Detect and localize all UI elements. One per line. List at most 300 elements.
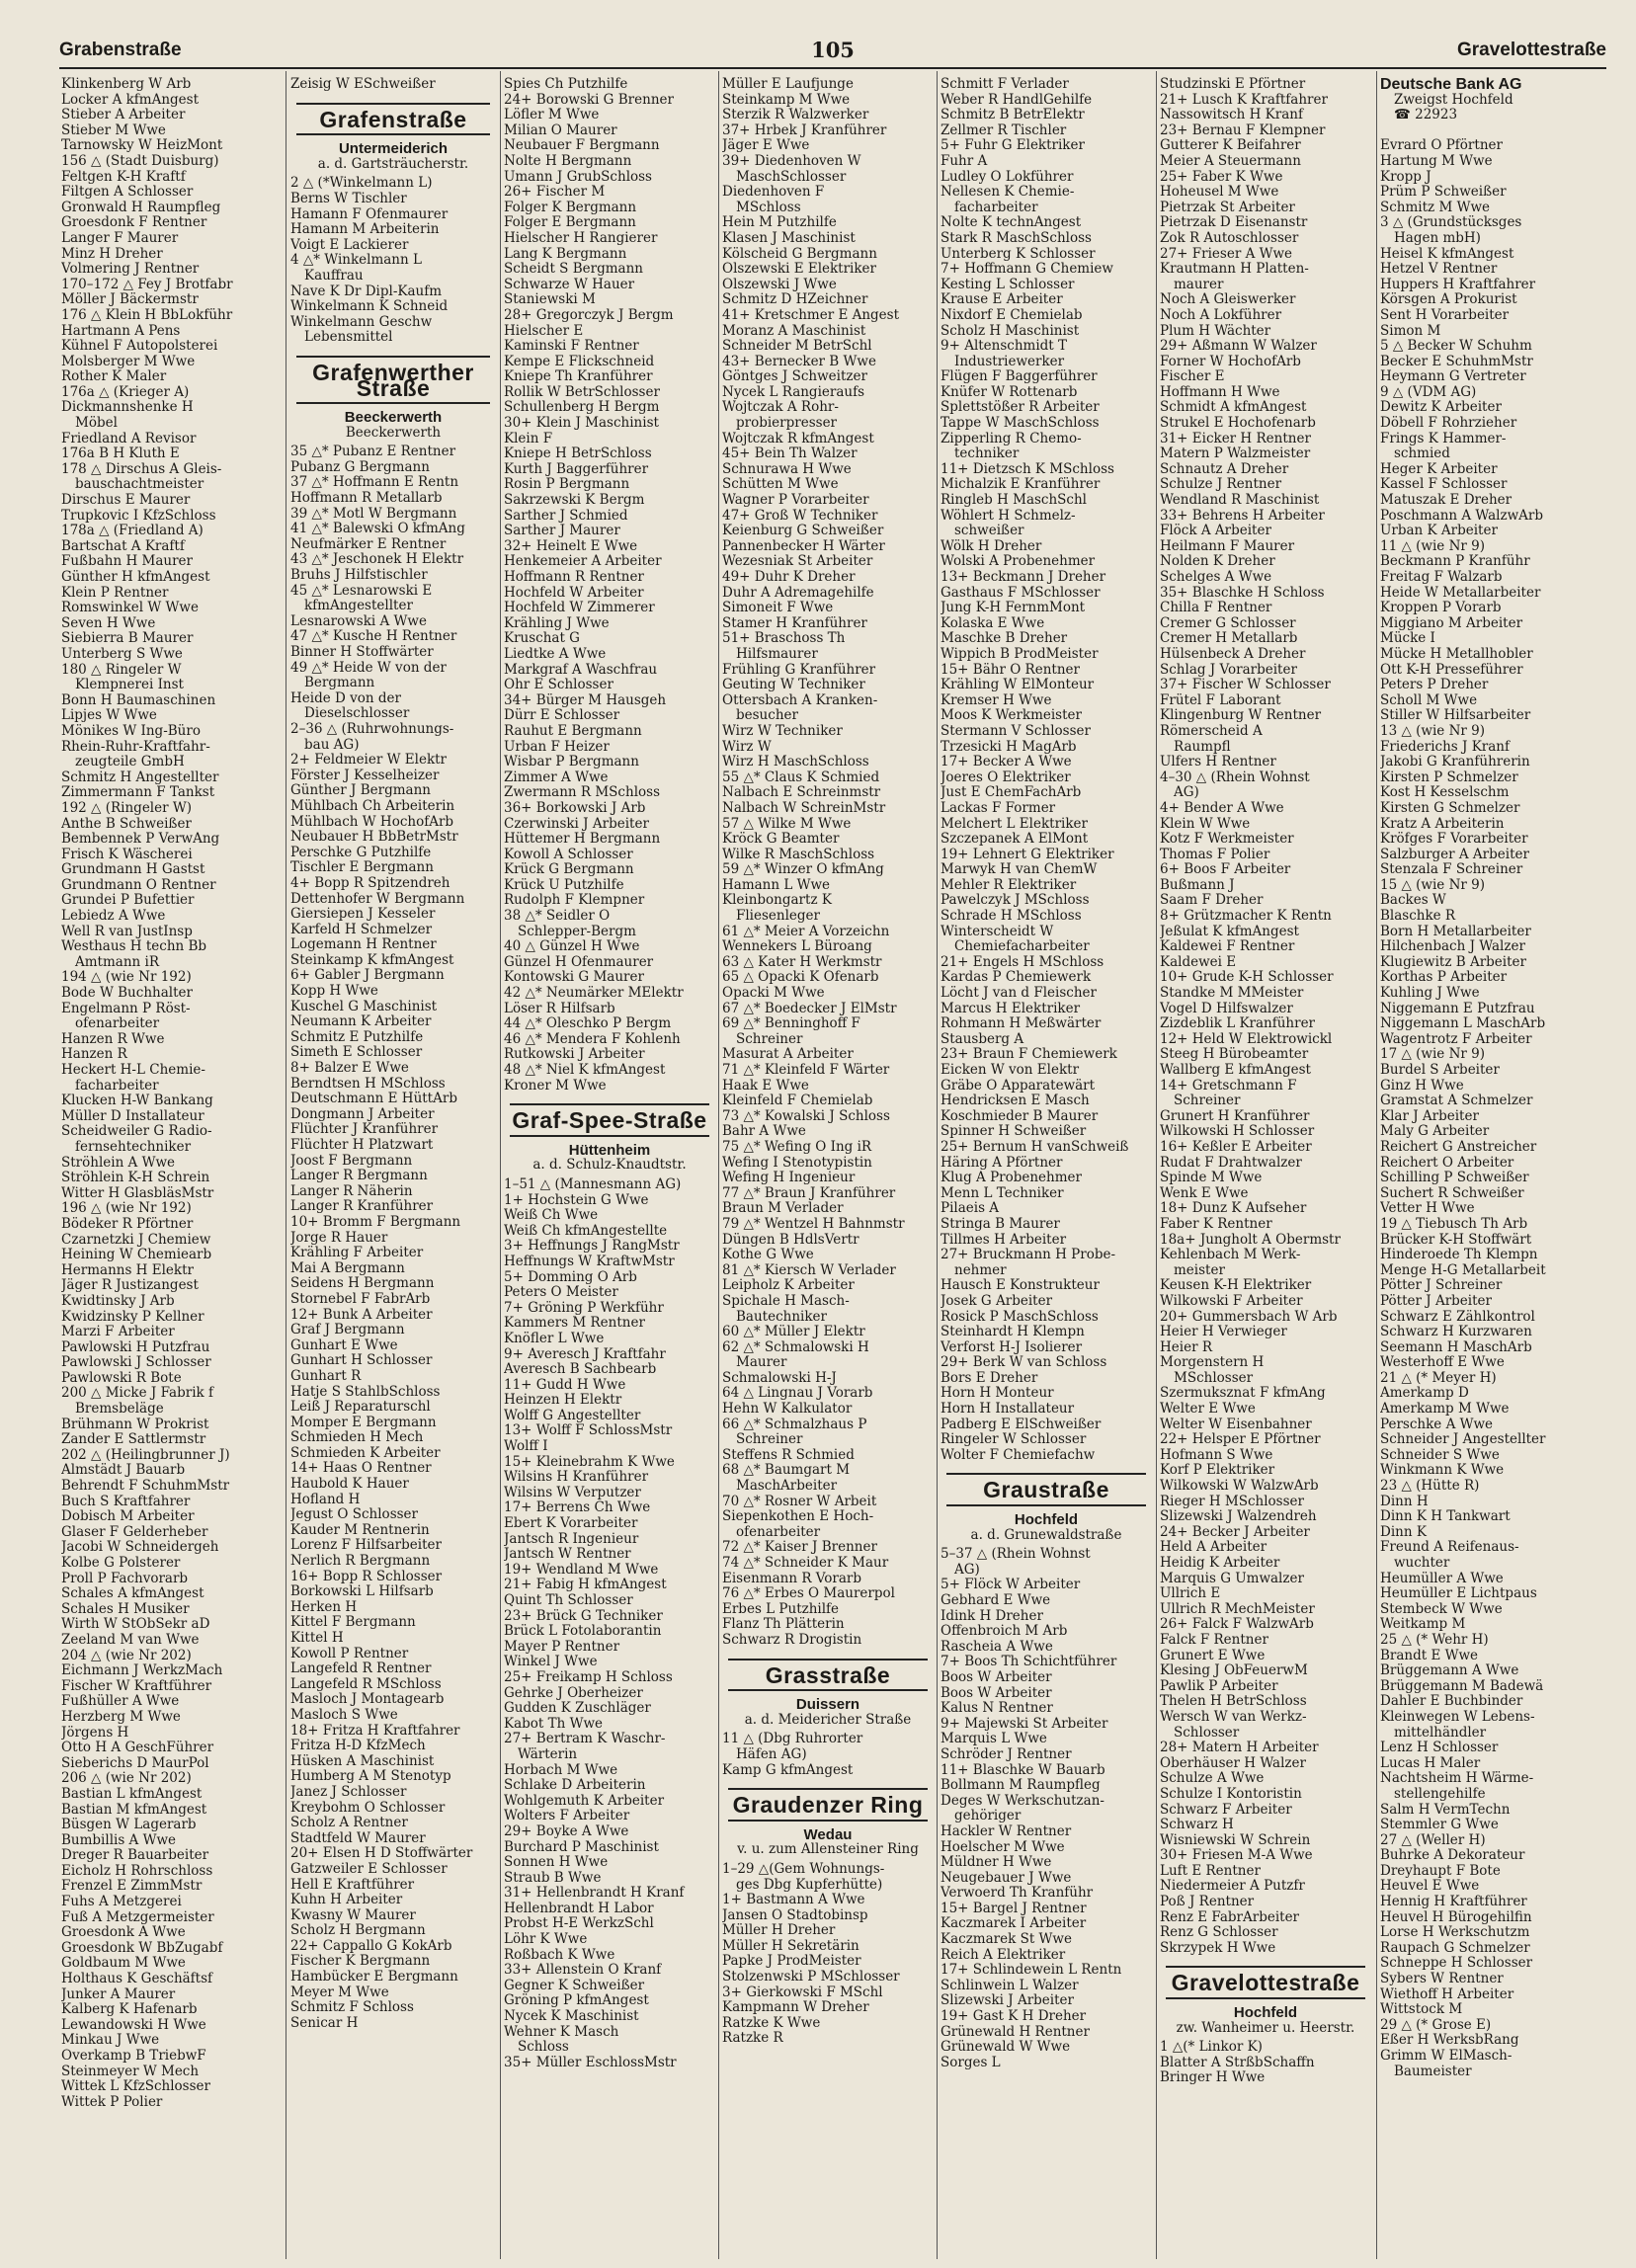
entry-line: Sarther J Schmied bbox=[504, 508, 628, 524]
entry-line: 18+ Fritza H Kraftfahrer bbox=[290, 1723, 460, 1739]
entry-line: 6+ Gabler J Bergmann bbox=[290, 968, 445, 984]
entry-line: 57 △ Wilke M Wwe bbox=[722, 816, 852, 832]
entry-line: 176 △ Klein H BbLokführ bbox=[61, 307, 233, 323]
entry-line: Knöfler L Wwe bbox=[504, 1331, 605, 1346]
entry-line: 15 △ (wie Nr 9) bbox=[1380, 877, 1485, 893]
entry-continuation: MSchlosser bbox=[1174, 1370, 1254, 1386]
district-name: Hochfeld bbox=[1233, 2004, 1298, 2022]
entry-line: Düngen B HdlsVertr bbox=[722, 1232, 859, 1248]
entry-line: Hackler W Rentner bbox=[941, 1823, 1072, 1839]
entry-line: Stembeck W Wwe bbox=[1380, 1601, 1503, 1617]
entry-line: Hehn W Kalkulator bbox=[722, 1402, 853, 1418]
entry-line: Ströhlein K-H Schrein bbox=[61, 1171, 210, 1186]
entry-continuation: Bautechniker bbox=[736, 1309, 827, 1325]
entry-line: Gramstat A Schmelzer bbox=[1380, 1094, 1533, 1109]
entry-line: Wolff G Angestellter bbox=[504, 1408, 641, 1423]
street-heading: Gravelottestraße bbox=[1166, 1966, 1365, 1999]
entry-continuation: meister bbox=[1174, 1262, 1225, 1278]
entry-line: Herken H bbox=[290, 1599, 358, 1615]
entry-line: 2–36 △ (Ruhrwohnungs- bbox=[290, 721, 454, 737]
entry-line: 11 △ (Dbg Ruhrorter bbox=[722, 1732, 863, 1747]
entry-line: 45 △* Lesnarowski E bbox=[290, 583, 433, 599]
entry-line: 23 △ (Hütte R) bbox=[1380, 1479, 1480, 1495]
entry-line: Schnautz A Dreher bbox=[1160, 461, 1289, 477]
entry-line: 21+ Fabig H kfmAngest bbox=[504, 1578, 667, 1593]
entry-line: Klugiewitz B Arbeiter bbox=[1380, 954, 1526, 970]
entry-line: 196 △ (wie Nr 192) bbox=[61, 1201, 192, 1217]
entry-line: Herzberg M Wwe bbox=[61, 1709, 181, 1725]
entry-line: Maly G Arbeiter bbox=[1380, 1124, 1490, 1140]
entry-line: Ratzke R bbox=[722, 2031, 783, 2047]
entry-line: Minz H Dreher bbox=[61, 246, 163, 262]
entry-line: Ott K-H Presseführer bbox=[1380, 662, 1523, 678]
entry-line: Frings K Hammer- bbox=[1380, 431, 1507, 446]
page-number: 105 bbox=[811, 38, 855, 62]
entry-line: Deutschmann E HüttArb bbox=[290, 1092, 457, 1107]
district-name: Hüttenheim bbox=[568, 1141, 651, 1159]
entry-line: Schmitz H Angestellter bbox=[61, 770, 219, 785]
entry-line: Reichert G Anstreicher bbox=[1380, 1139, 1537, 1155]
entry-line: Hanzen R Wwe bbox=[61, 1031, 165, 1047]
entry-line: Niggemann L MaschArb bbox=[1380, 1016, 1546, 1032]
entry-line: Wefing I Stenotypistin bbox=[722, 1155, 872, 1171]
entry-continuation: Baumeister bbox=[1394, 2064, 1472, 2079]
entry-line: 19+ Lehnert G Elektriker bbox=[941, 847, 1114, 862]
entry-line: Heide D von der bbox=[290, 690, 401, 706]
entry-line: Standke M MMeister bbox=[1160, 986, 1304, 1002]
entry-line: Stermann V Schlosser bbox=[941, 723, 1091, 739]
entry-continuation: Schlepper-Bergm bbox=[518, 924, 636, 939]
column-divider bbox=[1156, 71, 1157, 2259]
entry-line: Nolden K Dreher bbox=[1160, 554, 1275, 570]
entry-line: Mehler R Elektriker bbox=[941, 877, 1077, 893]
entry-line: Frenzel E ZimmMstr bbox=[61, 1879, 203, 1895]
entry-line: Folger E Bergmann bbox=[504, 215, 636, 231]
entry-line: Langer R Kranführer bbox=[290, 1199, 434, 1215]
entry-line: Masloch S Wwe bbox=[290, 1707, 398, 1723]
entry-line: Scheidweiler G Radio- bbox=[61, 1124, 212, 1140]
entry-line: Gutterer K Beifahrer bbox=[1160, 138, 1301, 154]
entry-line: Bonn H Baumaschinen bbox=[61, 692, 216, 708]
entry-line: Marcus H Elektriker bbox=[941, 1001, 1081, 1016]
entry-continuation: maurer bbox=[1174, 277, 1224, 292]
entry-line: Weber R HandlGehilfe bbox=[941, 92, 1093, 108]
entry-line: Kost H Kesselschm bbox=[1380, 785, 1510, 801]
entry-line: Verwoerd Th Kranführ bbox=[941, 1886, 1094, 1902]
entry-line: Hochfeld W Zimmerer bbox=[504, 601, 655, 616]
entry-continuation: Lebensmittel bbox=[304, 330, 393, 346]
entry-line: Senicar H bbox=[290, 2015, 359, 2031]
entry-line: Horn H Installateur bbox=[941, 1402, 1075, 1418]
entry-line: Plum H Wächter bbox=[1160, 323, 1271, 339]
entry-line: Kesting L Schlosser bbox=[941, 277, 1075, 292]
entry-line: Hüsken A Maschinist bbox=[290, 1753, 435, 1769]
district-name: Hochfeld bbox=[1014, 1511, 1079, 1529]
entry-line: Moos K Werkmeister bbox=[941, 708, 1082, 724]
entry-line: Ohr E Schlosser bbox=[504, 678, 614, 693]
entry-line: Moranz A Maschinist bbox=[722, 323, 866, 339]
entry-line: Rhein-Ruhr-Kraftfahr- bbox=[61, 739, 210, 755]
entry-line: 32+ Heinelt E Wwe bbox=[504, 538, 638, 554]
entry-line: Müller D Installateur bbox=[61, 1108, 204, 1124]
entry-line: Klar J Arbeiter bbox=[1380, 1108, 1479, 1124]
entry-line: Huppers H Kraftfahrer bbox=[1380, 277, 1536, 292]
entry-line: Trzesicki H MagArb bbox=[941, 739, 1077, 755]
entry-line: Ringleb H MaschSchl bbox=[941, 493, 1087, 509]
entry-line: Klingenburg W Rentner bbox=[1160, 708, 1322, 724]
entry-line: 44 △* Oleschko P Bergm bbox=[504, 1016, 672, 1032]
entry-line: Sieberichs D MaurPol bbox=[61, 1755, 209, 1771]
entry-line: Krautmann H Platten- bbox=[1160, 262, 1309, 278]
entry-line: Wilkowski H Schlosser bbox=[1160, 1124, 1315, 1140]
entry-line: 25+ Bernum H vanSchweiß bbox=[941, 1139, 1129, 1155]
entry-line: Marquis L Wwe bbox=[941, 1732, 1047, 1747]
entry-line: Westhaus H techn Bb bbox=[61, 939, 207, 955]
entry-line: Stenzala F Schreiner bbox=[1380, 862, 1523, 878]
entry-line: Kölscheid G Bergmann bbox=[722, 246, 877, 262]
entry-line: Brühmann W Prokrist bbox=[61, 1417, 209, 1432]
entry-line: Körsgen A Prokurist bbox=[1380, 292, 1517, 308]
entry-line: Oberhäuser H Walzer bbox=[1160, 1755, 1306, 1771]
entry-line: Maschke B Dreher bbox=[941, 631, 1068, 647]
street-location: a. d. Schulz-Knaudtstr. bbox=[532, 1157, 687, 1174]
entry-line: Niedermeier A Putzfr bbox=[1160, 1879, 1305, 1895]
entry-line: 22+ Helsper E Pförtner bbox=[1160, 1432, 1321, 1448]
entry-line: Volmering J Rentner bbox=[61, 262, 200, 278]
entry-line: Nachtsheim H Wärme- bbox=[1380, 1771, 1534, 1787]
entry-line: 19 △ Tiebusch Th Arb bbox=[1380, 1216, 1528, 1232]
entry-line: 206 △ (wie Nr 202) bbox=[61, 1771, 192, 1787]
entry-line: Ginz H Wwe bbox=[1380, 1078, 1464, 1094]
entry-line: 24+ Borowski G Brenner bbox=[504, 92, 674, 108]
entry-line: Slizewski J Walzendreh bbox=[1160, 1509, 1317, 1525]
entry-line: Matern P Walzmeister bbox=[1160, 446, 1311, 462]
entry-line: Gunhart E Wwe bbox=[290, 1337, 398, 1353]
entry-line: Czarnetzki J Chemiew bbox=[61, 1232, 211, 1248]
entry-line: Janez J Schlosser bbox=[290, 1784, 407, 1800]
street-heading: Grafenwerther Straße bbox=[296, 356, 490, 404]
entry-line: Schmitz M Wwe bbox=[1380, 200, 1490, 215]
entry-line: Jegust O Schlosser bbox=[290, 1507, 418, 1523]
entry-line: Ebert K Vorarbeiter bbox=[504, 1516, 638, 1532]
entry-line: Kittel F Bergmann bbox=[290, 1615, 416, 1631]
entry-line: Borkowski L Hilfsarb bbox=[290, 1584, 434, 1600]
entry-line: Wersch W van Werkz- bbox=[1160, 1709, 1307, 1725]
entry-line: Joost F Bergmann bbox=[290, 1153, 413, 1169]
entry-line: Noch A Lokführer bbox=[1160, 307, 1282, 323]
entry-line: Kniepe Th Kranführer bbox=[504, 369, 653, 385]
street-heading: Graudenzer Ring bbox=[728, 1788, 928, 1822]
entry-continuation: Kauffrau bbox=[304, 268, 364, 284]
entry-line: Groesdonk A Wwe bbox=[61, 1925, 186, 1941]
entry-line: Wagner P Vorarbeiter bbox=[722, 493, 869, 509]
entry-line: 11 △ (wie Nr 9) bbox=[1380, 538, 1485, 554]
entry-line: Winkmann K Wwe bbox=[1380, 1463, 1505, 1479]
district-name: Untermeiderich bbox=[338, 140, 449, 158]
entry-continuation: Dieselschlosser bbox=[304, 706, 410, 722]
entry-line: 9+ Averesch J Kraftfahr bbox=[504, 1346, 666, 1362]
entry-line: Folger K Bergmann bbox=[504, 200, 637, 215]
entry-line: Pannenbecker H Wärter bbox=[722, 538, 885, 554]
entry-line: Kehlenbach M Werk- bbox=[1160, 1248, 1301, 1263]
entry-line: 73 △* Kowalski J Schloss bbox=[722, 1108, 890, 1124]
entry-line: Klug A Probenehmer bbox=[941, 1171, 1082, 1186]
entry-line: Neugebauer J Wwe bbox=[941, 1870, 1072, 1886]
entry-line: Scholz H Bergmann bbox=[290, 1923, 426, 1939]
entry-line: Neufmärker E Rentner bbox=[290, 536, 447, 552]
entry-line: 16+ Keßler E Arbeiter bbox=[1160, 1139, 1312, 1155]
entry-line: Erbes L Putzhilfe bbox=[722, 1601, 840, 1617]
entry-line: Jorge R Hauer bbox=[290, 1230, 388, 1246]
entry-line: Mayer P Rentner bbox=[504, 1639, 620, 1655]
entry-line: Hülsenbeck A Dreher bbox=[1160, 646, 1306, 662]
entry-line: Schneider S Wwe bbox=[1380, 1447, 1500, 1463]
entry-line: Krück G Bergmann bbox=[504, 862, 634, 878]
entry-line: 33+ Allenstein O Kranf bbox=[504, 1963, 662, 1979]
entry-line: Wehner K Masch bbox=[504, 2024, 619, 2040]
entry-line: Berndtsen H MSchloss bbox=[290, 1076, 446, 1092]
entry-line: Bastian M kfmAngest bbox=[61, 1802, 207, 1818]
entry-line: Möller J Bäckermstr bbox=[61, 292, 199, 308]
entry-line: Gehrke J Oberheizer bbox=[504, 1685, 643, 1701]
entry-line: 200 △ Micke J Fabrik f bbox=[61, 1386, 213, 1402]
entry-continuation: MaschSchlosser bbox=[736, 169, 847, 185]
entry-continuation: gehöriger bbox=[954, 1809, 1022, 1824]
entry-line: Kabot Th Wwe bbox=[504, 1716, 604, 1732]
entry-line: 180 △ Ringeler W bbox=[61, 662, 182, 678]
entry-line: Pawelczyk J MSchloss bbox=[941, 893, 1090, 909]
entry-line: Jäger E Wwe bbox=[722, 138, 810, 154]
entry-continuation: Amtmann iR bbox=[75, 954, 159, 970]
entry-line: Nassowitsch H Kranf bbox=[1160, 108, 1303, 123]
entry-line: Kopp H Wwe bbox=[290, 984, 378, 1000]
entry-line: Lenz H Schlosser bbox=[1380, 1741, 1499, 1756]
district-name: Beeckerwerth bbox=[344, 409, 443, 427]
entry-line: Jantsch R Ingenieur bbox=[504, 1531, 639, 1547]
entry-line: Pawlowski R Bote bbox=[61, 1370, 182, 1386]
entry-line: 17+ Schlindewein L Rentn bbox=[941, 1963, 1122, 1979]
entry-line: Kotz F Werkmeister bbox=[1160, 832, 1294, 848]
entry-line: 35+ Blaschke H Schloss bbox=[1160, 585, 1325, 601]
entry-line bbox=[1380, 123, 1603, 139]
entry-line: Langefeld R Rentner bbox=[290, 1661, 432, 1677]
entry-line: 7+ Gröning P Werkführ bbox=[504, 1300, 664, 1316]
entry-line: Brüggemann M Badewä bbox=[1380, 1678, 1544, 1694]
entry-line: Held A Arbeiter bbox=[1160, 1540, 1268, 1556]
entry-line: Josek G Arbeiter bbox=[941, 1293, 1053, 1309]
entry-line: Roßbach K Wwe bbox=[504, 1947, 615, 1963]
entry-line: Häring A Pförtner bbox=[941, 1155, 1063, 1171]
entry-line: Wolter F Chemiefachw bbox=[941, 1447, 1096, 1463]
entry-line: Sent H Vorarbeiter bbox=[1380, 307, 1510, 323]
entry-line: 79 △* Wentzel H Bahnmstr bbox=[722, 1216, 905, 1232]
entry-line: Verforst H-J Isolierer bbox=[941, 1339, 1083, 1355]
entry-line: Jäger R Justizangest bbox=[61, 1278, 199, 1294]
entry-line: 47 △* Kusche H Rentner bbox=[290, 629, 457, 645]
entry-line: Gebhard E Wwe bbox=[941, 1593, 1051, 1608]
entry-line: Schlake D Arbeiterin bbox=[504, 1778, 646, 1794]
column-divider bbox=[500, 71, 501, 2259]
entry-continuation: Raumpfl bbox=[1174, 739, 1231, 755]
entry-line: Salzburger A Arbeiter bbox=[1380, 847, 1529, 862]
entry-line: Freund A Reifenaus- bbox=[1380, 1540, 1519, 1556]
entry-line: Flügen F Baggerführer bbox=[941, 369, 1098, 385]
entry-line: Boos W Arbeiter bbox=[941, 1669, 1052, 1685]
entry-line: Renz G Schlosser bbox=[1160, 1925, 1278, 1941]
entry-line: Klein F bbox=[504, 431, 553, 446]
entry-line: 64 △ Lingnau J Vorarb bbox=[722, 1386, 873, 1402]
entry-line: Scholz A Rentner bbox=[290, 1816, 408, 1831]
entry-line: Voigt E Lackierer bbox=[290, 237, 409, 253]
entry-line: 9 △ (VDM AG) bbox=[1380, 384, 1477, 400]
entry-line: Schulze I Kontoristin bbox=[1160, 1786, 1302, 1802]
entry-line: 4 △* Winkelmann L bbox=[290, 253, 422, 269]
entry-line: Horn H Monteur bbox=[941, 1386, 1054, 1402]
entry-line: Wisbar P Bergmann bbox=[504, 755, 639, 770]
entry-continuation: bau AG) bbox=[304, 737, 360, 753]
entry-line: Krause E Arbeiter bbox=[941, 292, 1063, 308]
entry-line: Momper E Bergmann bbox=[290, 1415, 437, 1430]
entry-line: Miggiano M Arbeiter bbox=[1380, 615, 1523, 631]
entry-line: Hoelscher M Wwe bbox=[941, 1839, 1065, 1855]
entry-line: Schmitz D HZeichner bbox=[722, 292, 868, 308]
entry-line: Eicken W von Elektr bbox=[941, 1063, 1080, 1078]
street-location: v. u. zum Allensteiner Ring bbox=[737, 1841, 919, 1858]
entry-continuation: AG) bbox=[1174, 785, 1199, 801]
entry-continuation: Hagen mbH) bbox=[1394, 230, 1481, 246]
entry-line: Markgraf A Waschfrau bbox=[504, 662, 658, 678]
entry-line: Hüttemer H Bergmann bbox=[504, 832, 661, 848]
entry-line: Well R van JustInsp bbox=[61, 924, 193, 939]
entry-line: Eicholz H Rohrschloss bbox=[61, 1863, 213, 1879]
entry-line: Förster J Kesselheizer bbox=[290, 768, 440, 783]
street-location: a. d. Meidericher Straße bbox=[744, 1711, 912, 1728]
entry-line: Braun M Verlader bbox=[722, 1201, 844, 1217]
entry-line: Bartschat A Kraftf bbox=[61, 538, 185, 554]
entry-line: Scholz H Maschinist bbox=[941, 323, 1080, 339]
entry-line: Wittek L KfzSchlosser bbox=[61, 2079, 210, 2095]
column-1 bbox=[61, 77, 281, 2255]
entry-continuation: nehmer bbox=[954, 1262, 1007, 1278]
entry-line: Bembennek P VerwAng bbox=[61, 832, 220, 848]
entry-line: Zeeland M van Wwe bbox=[61, 1632, 200, 1648]
entry-line: Schilling P Schweißer bbox=[1380, 1171, 1529, 1186]
entry-continuation: Industriewerker bbox=[954, 354, 1065, 369]
entry-line: 19+ Gast K H Dreher bbox=[941, 2009, 1087, 2025]
entry-line: Binner H Stoffwärter bbox=[290, 645, 434, 660]
entry-line: 20+ Gummersbach W Arb bbox=[1160, 1309, 1338, 1325]
entry-line: Kaldewei E bbox=[1160, 954, 1237, 970]
entry-line: Staniewski M bbox=[504, 292, 596, 308]
entry-line: Kropp J bbox=[1380, 169, 1432, 185]
entry-line: Rutkowski J Arbeiter bbox=[504, 1047, 645, 1063]
entry-line: 18+ Dunz K Aufseher bbox=[1160, 1201, 1307, 1217]
entry-line: Kniepe H BetrSchloss bbox=[504, 446, 652, 462]
entry-line: Olszewski J Wwe bbox=[722, 277, 837, 292]
entry-line: Mühlbach W HochofArb bbox=[290, 814, 454, 830]
entry-line: Born H Metallarbeiter bbox=[1380, 924, 1531, 939]
entry-line: Dickmannshenke H bbox=[61, 400, 194, 416]
entry-line: 31+ Eicker H Rentner bbox=[1160, 431, 1311, 446]
entry-line: Kaldewei F Rentner bbox=[1160, 939, 1295, 955]
entry-line: Bumbillis A Wwe bbox=[61, 1832, 177, 1848]
entry-line: Zellmer R Tischler bbox=[941, 122, 1067, 138]
entry-line: Grunert E Wwe bbox=[1160, 1648, 1266, 1663]
entry-line: 26+ Falck F WalzwArb bbox=[1160, 1617, 1314, 1633]
entry-line: 29+ Aßmann W Walzer bbox=[1160, 339, 1317, 355]
entry-line: Papke J ProdMeister bbox=[722, 1954, 861, 1970]
entry-line: 4+ Bopp R Spitzendreh bbox=[290, 875, 450, 891]
entry-continuation: mittelhändler bbox=[1394, 1725, 1487, 1741]
entry-line: Behrendt F SchuhmMstr bbox=[61, 1479, 230, 1495]
entry-line: Heier H Verwieger bbox=[1160, 1325, 1287, 1340]
entry-line: Grundmann H Gastst bbox=[61, 862, 205, 878]
entry-line: 3 △ (Grundstücksges bbox=[1380, 215, 1522, 231]
entry-line: 48 △* Niel K kfmAngest bbox=[504, 1063, 666, 1078]
entry-line: 41 △* Balewski O kfmAng bbox=[290, 522, 465, 537]
entry-line: Heumüller E Lichtpaus bbox=[1380, 1586, 1537, 1602]
entry-line: Stemmler G Wwe bbox=[1380, 1818, 1499, 1833]
entry-line: Langer F Maurer bbox=[61, 230, 179, 246]
entry-line: 59 △* Winzer O kfmAng bbox=[722, 862, 884, 878]
entry-line: Grundei P Bufettier bbox=[61, 893, 195, 909]
header-left-street: Grabenstraße bbox=[59, 40, 182, 60]
entry-line: Wagentrotz F Arbeiter bbox=[1380, 1031, 1532, 1047]
entry-line: Meier A Steuermann bbox=[1160, 153, 1301, 169]
entry-line: Bollmann M Raumpfleg bbox=[941, 1778, 1101, 1794]
entry-line: Ottersbach A Kranken- bbox=[722, 692, 878, 708]
entry-line: Lebiedz A Wwe bbox=[61, 909, 166, 925]
entry-line: 24+ Becker J Arbeiter bbox=[1160, 1524, 1310, 1540]
entry-line: Wittek P Polier bbox=[61, 2094, 163, 2110]
entry-line: Nave K Dr Dipl-Kaufm bbox=[290, 284, 443, 299]
entry-line: Zwermann R MSchloss bbox=[504, 785, 660, 801]
entry-line: 1+ Hochstein G Wwe bbox=[504, 1192, 649, 1208]
entry-continuation: Hilfsmaurer bbox=[736, 646, 818, 662]
entry-line: Bahr A Wwe bbox=[722, 1124, 806, 1140]
entry-line: Klasen J Maschinist bbox=[722, 230, 856, 246]
entry-line: Nalbach W SchreinMstr bbox=[722, 800, 886, 816]
entry-line: Westerhoff E Wwe bbox=[1380, 1355, 1505, 1371]
entry-line: Tischler E Bergmann bbox=[290, 860, 434, 876]
entry-line: Szermuksznat F kfmAng bbox=[1160, 1386, 1326, 1402]
street-location: Beeckerwerth bbox=[345, 424, 442, 441]
entry-line: Kothe G Wwe bbox=[722, 1248, 814, 1263]
entry-line: 36+ Borkowski J Arb bbox=[504, 800, 646, 816]
entry-line: 14+ Haas O Rentner bbox=[290, 1461, 432, 1477]
entry-line: Buch S Kraftfahrer bbox=[61, 1494, 191, 1509]
entry-line: Heilmann F Maurer bbox=[1160, 538, 1295, 554]
entry-line: Spinde M Wwe bbox=[1160, 1171, 1263, 1186]
entry-line: 15+ Kleinebrahm K Wwe bbox=[504, 1454, 675, 1470]
entry-line: Schrade H MSchloss bbox=[941, 909, 1082, 925]
entry-continuation: Zweigst Hochfeld bbox=[1394, 92, 1513, 108]
entry-line: 23+ Braun F Chemiewerk bbox=[941, 1047, 1117, 1063]
entry-line: 77 △* Braun J Kranführer bbox=[722, 1185, 896, 1201]
entry-line: Hellenbrandt H Labor bbox=[504, 1901, 654, 1916]
entry-line: Schwarze W Hauer bbox=[504, 277, 635, 292]
entry-line: Joeres O Elektriker bbox=[941, 770, 1071, 785]
entry-line: Frühling G Kranführer bbox=[722, 662, 876, 678]
entry-line: Backes W bbox=[1380, 893, 1446, 909]
entry-line: Wöhlert H Schmelz- bbox=[941, 508, 1076, 524]
entry-line: 18a+ Jungholt A Obermstr bbox=[1160, 1232, 1341, 1248]
entry-line: Schwarz E Zählkontrol bbox=[1380, 1309, 1535, 1325]
entry-line: Hell E Kraftführer bbox=[290, 1877, 415, 1893]
entry-line: Lucas H Maler bbox=[1380, 1755, 1481, 1771]
entry-line: Renz E FabrArbeiter bbox=[1160, 1909, 1300, 1925]
entry-line: Idink H Dreher bbox=[941, 1608, 1043, 1624]
